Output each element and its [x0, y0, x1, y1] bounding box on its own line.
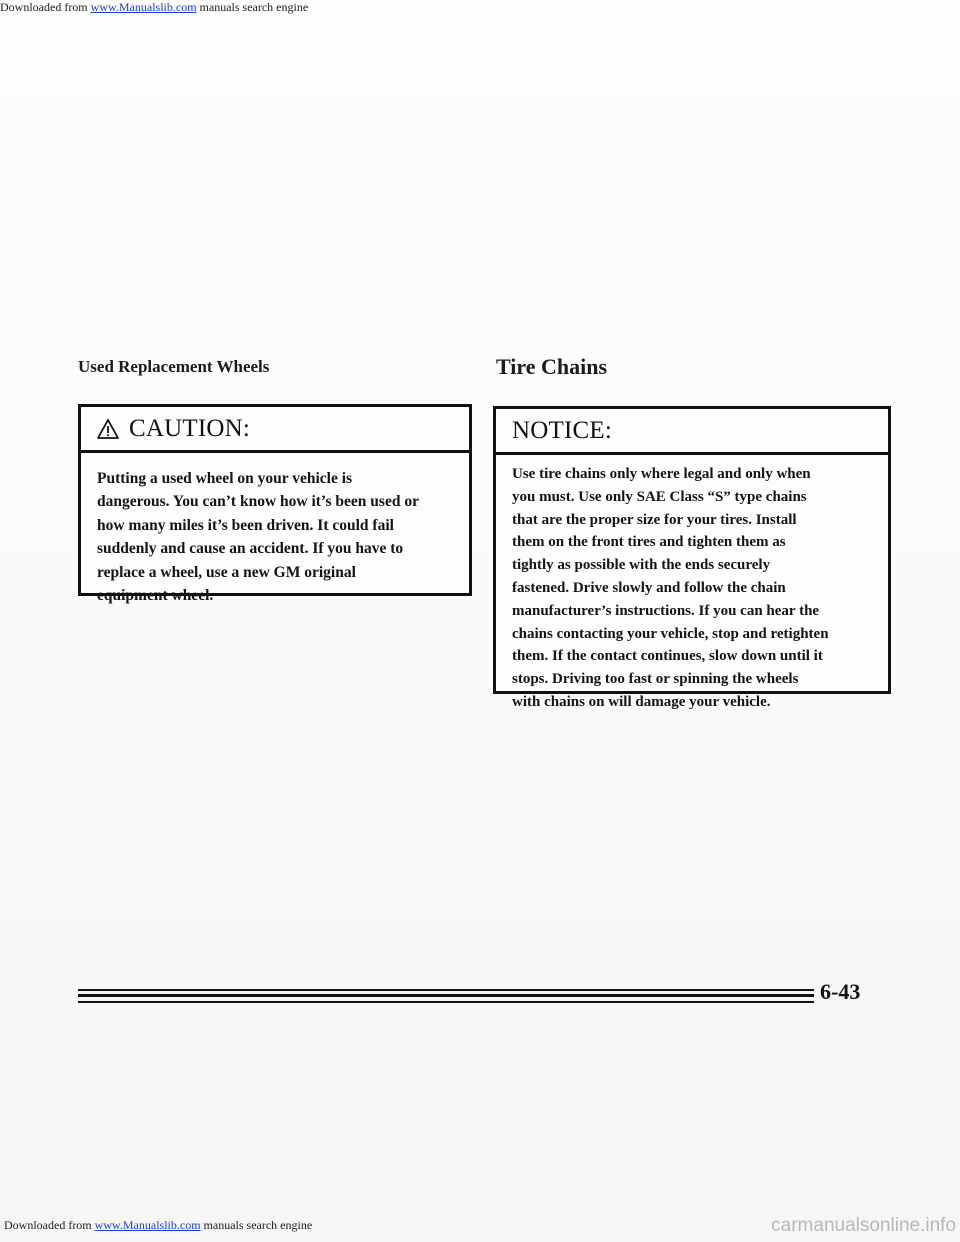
caution-title: CAUTION:: [129, 414, 251, 442]
used-replacement-wheels-heading: Used Replacement Wheels: [78, 357, 270, 376]
footer-rule: [78, 1001, 814, 1003]
footer-rule: [78, 994, 814, 997]
caution-line: equipment wheel.: [97, 587, 214, 605]
caution-line: how many miles it’s been driven. It could fail: [97, 516, 394, 534]
notice-line: stops. Driving too fast or spinning the wheels: [512, 671, 799, 688]
notice-line: them. If the contact continues, slow down until it: [512, 648, 823, 665]
page-number: 6-43: [820, 979, 861, 1004]
notice-line: you must. Use only SAE Class “S” type chains: [512, 488, 807, 505]
notice-text: [512, 463, 876, 714]
manualslib-link[interactable]: www.Manualslib.com: [90, 0, 197, 14]
watermark-suffix: manuals search engine: [196, 0, 309, 14]
notice-line: manufacturer’s instructions. If you can hear the: [512, 602, 820, 619]
caution-line: Putting a used wheel on your vehicle is: [97, 470, 353, 487]
watermark-prefix: Downloaded from: [4, 1218, 95, 1232]
caution-line: dangerous. You can’t know how it’s been used or: [97, 493, 419, 511]
caution-header: [81, 407, 469, 453]
notice-box: [493, 406, 891, 710]
tire-chains-heading: Tire Chains: [496, 354, 608, 379]
caution-box: [78, 404, 472, 605]
watermark-prefix: Downloaded from: [0, 0, 91, 14]
caution-line: replace a wheel, use a new GM original: [97, 563, 356, 581]
caution-line: suddenly and cause an accident. If you have to: [97, 540, 404, 558]
download-watermark-bottom: [4, 1218, 312, 1233]
notice-line: them on the front tires and tighten them as: [512, 534, 786, 551]
page-bottom-band: [0, 992, 960, 1242]
watermark-suffix: manuals search engine: [200, 1218, 313, 1232]
notice-line: with chains on will damage your vehicle.: [512, 693, 771, 710]
notice-line: tightly as possible with the ends securely: [512, 557, 771, 574]
caution-text: [97, 467, 457, 607]
warning-triangle-icon: [97, 418, 119, 440]
notice-header: [496, 409, 888, 455]
notice-line: that are the proper size for your tires. Install: [512, 511, 797, 528]
notice-line: Use tire chains only where legal and only when: [512, 466, 811, 482]
notice-title: NOTICE:: [512, 416, 612, 444]
download-watermark-top: [0, 0, 308, 15]
manualslib-link[interactable]: www.Manualslib.com: [94, 1218, 201, 1232]
footer-rule: [78, 989, 814, 991]
site-watermark: carmanualsonline.info: [771, 1215, 956, 1236]
notice-line: chains contacting your vehicle, stop and retighten: [512, 625, 829, 642]
notice-line: fastened. Drive slowly and follow the chain: [512, 579, 786, 596]
